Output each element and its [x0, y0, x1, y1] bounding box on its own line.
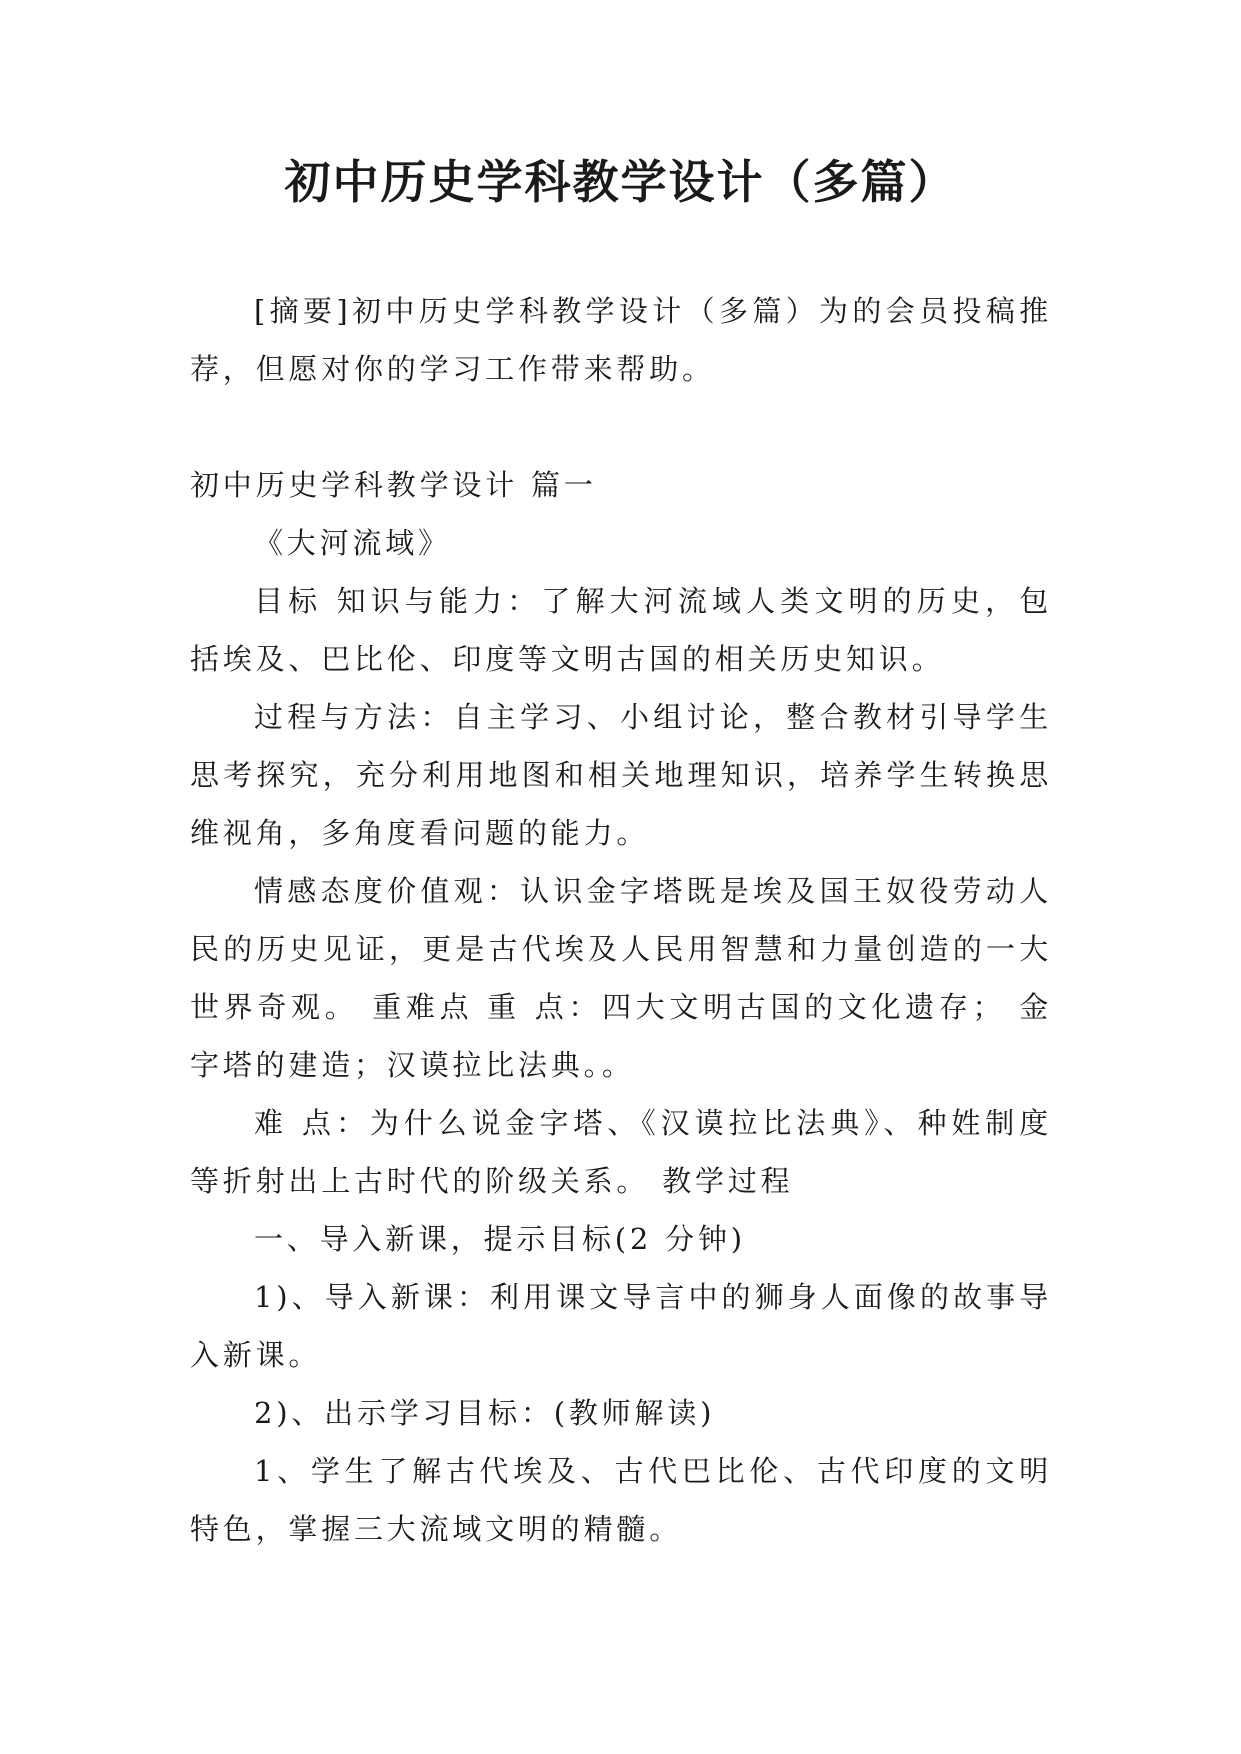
objective-process-paragraph: 过程与方法：自主学习、小组讨论，整合教材引导学生思考探究，充分利用地图和相关地理知识，培养学生转换思维视角，多角度看问题的能力。: [190, 700, 1052, 850]
objective-values-paragraph: 情感态度价值观：认识金字塔既是埃及国王奴役劳动人民的历史见证，更是古代埃及人民用智慧和力量创造的一大世界奇观。 重难点 重 点：四大文明古国的文化遗存； 金字塔的建造；汉谟拉比法典。。: [190, 874, 1052, 1082]
goal-one-paragraph: 1、学生了解古代埃及、古代巴比伦、古代印度的文明特色，掌握三大流域文明的精髓。: [190, 1454, 1052, 1546]
paragraph-gap: [190, 398, 1052, 456]
objective-knowledge-paragraph: 目标 知识与能力：了解大河流域人类文明的历史，包括埃及、巴比伦、印度等文明古国的相关历史知识。: [190, 584, 1052, 676]
document-body: [190, 282, 1052, 1558]
abstract-paragraph: [摘要]初中历史学科教学设计（多篇）为的会员投稿推荐，但愿对你的学习工作带来帮助。: [190, 294, 1052, 386]
lesson-title: 《大河流域》: [254, 526, 451, 560]
section-heading: 初中历史学科教学设计 篇一: [190, 468, 597, 502]
step-goals-paragraph: 2)、出示学习目标：(教师解读): [254, 1396, 716, 1430]
document-title: 初中历史学科教学设计（多篇）: [284, 155, 957, 209]
difficulty-paragraph: 难 点：为什么说金字塔、《汉谟拉比法典》、种姓制度等折射出上古时代的阶级关系。 教学过程: [190, 1106, 1052, 1198]
step-one-heading: 一、导入新课，提示目标(2 分钟): [254, 1222, 746, 1256]
step-intro-paragraph: 1)、导入新课：利用课文导言中的狮身人面像的故事导入新课。: [190, 1280, 1052, 1372]
